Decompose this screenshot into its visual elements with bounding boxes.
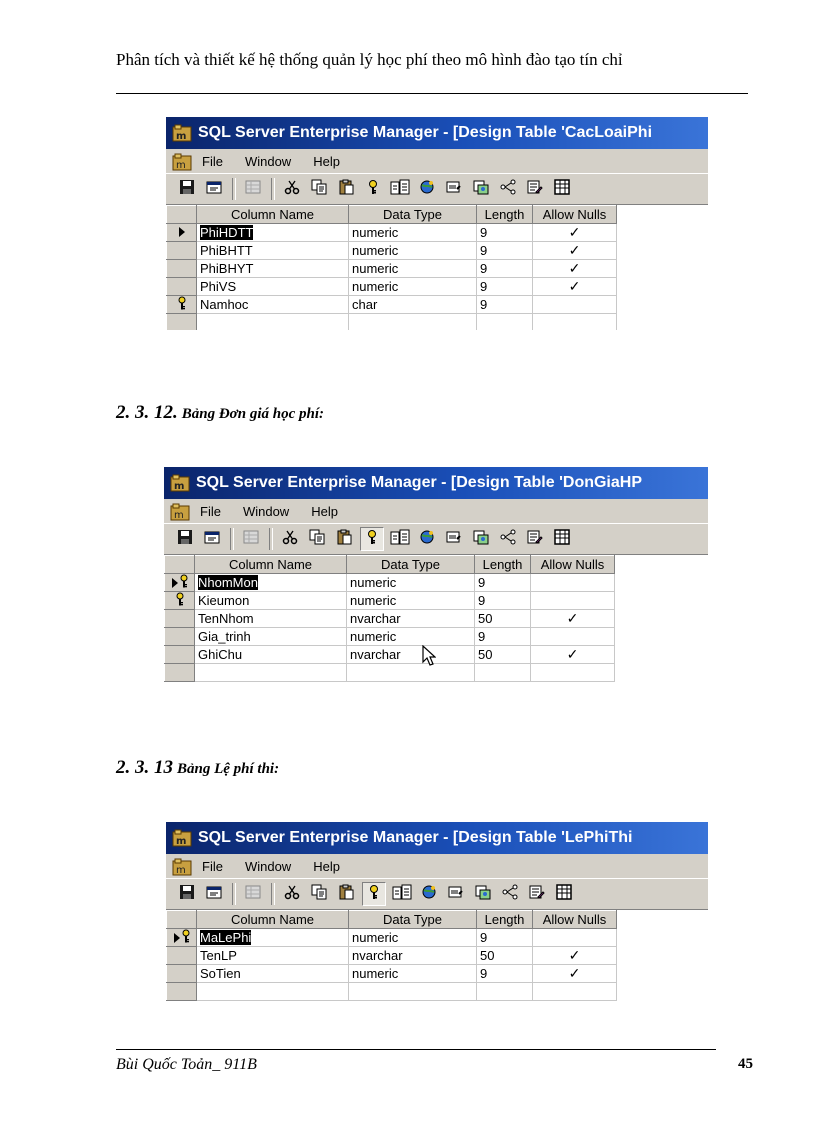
window-title: SQL Server Enterprise Manager - [Design Table 'CacLoaiPhi — [198, 124, 653, 141]
data-type-cell[interactable]: numeric — [349, 260, 477, 278]
window-title: SQL Server Enterprise Manager - [Design Table 'LePhiThi — [198, 829, 633, 846]
column-name-cell[interactable]: PhiBHTT — [197, 242, 349, 260]
grid-view-icon — [556, 884, 572, 905]
data-type-cell[interactable]: numeric — [347, 592, 475, 610]
table-row[interactable] — [165, 592, 615, 610]
row-pointer-icon — [171, 576, 179, 591]
paste-icon — [336, 529, 352, 550]
column-name-cell[interactable]: GhiChu — [195, 646, 347, 664]
key-icon — [177, 298, 187, 313]
table-row[interactable] — [167, 224, 617, 242]
mdi-app-icon[interactable] — [170, 502, 188, 520]
properties-icon — [206, 179, 222, 200]
row-selector-header — [167, 911, 197, 929]
dependencies-button[interactable] — [499, 883, 521, 905]
data-type-cell[interactable]: numeric — [349, 278, 477, 296]
row-selector[interactable] — [167, 296, 197, 314]
relationships-icon — [419, 529, 435, 550]
manage-triggers-icon — [473, 529, 489, 550]
paste-button[interactable] — [333, 528, 355, 550]
check-icon: ✓ — [568, 242, 581, 258]
cut-icon — [282, 529, 298, 550]
manage-indexes-icon — [390, 179, 410, 200]
page-header-title: Phân tích và thiết kế hệ thống quản lý học phí theo mô hình đào tạo tín chỉ — [116, 50, 623, 69]
enterprise-manager-window-3 — [166, 822, 708, 1019]
row-selector[interactable] — [167, 983, 197, 1001]
toolbar-separator — [271, 178, 275, 200]
copy-icon — [311, 884, 327, 905]
page-number: 45 — [738, 1056, 753, 1072]
data-type-cell[interactable]: nvarchar — [349, 947, 477, 965]
table-row[interactable] — [167, 242, 617, 260]
check-constraints-button[interactable] — [443, 528, 465, 550]
column-name-cell[interactable]: Kieumon — [195, 592, 347, 610]
generate-script-icon — [529, 884, 545, 905]
length-cell[interactable]: 9 — [477, 965, 533, 983]
row-selector[interactable] — [167, 260, 197, 278]
empty-row[interactable] — [167, 983, 617, 1001]
row-selector[interactable] — [167, 947, 197, 965]
allow-nulls-cell[interactable] — [531, 610, 615, 628]
primary-key-icon — [364, 529, 380, 550]
data-type-cell[interactable]: nvarchar — [347, 646, 475, 664]
generate-script-button[interactable] — [524, 528, 546, 550]
menu-bar — [166, 854, 708, 879]
row-selector[interactable] — [165, 592, 195, 610]
row-selector[interactable] — [165, 610, 195, 628]
dependencies-icon — [500, 529, 516, 550]
check-icon: ✓ — [568, 947, 581, 963]
column-header[interactable]: Length — [477, 206, 533, 224]
svg-text:m: m — [176, 836, 187, 847]
allow-nulls-cell[interactable] — [531, 628, 615, 646]
length-cell[interactable]: 50 — [475, 610, 531, 628]
column-name-cell[interactable]: NhomMon — [195, 574, 347, 592]
primary-key-button[interactable] — [362, 178, 384, 200]
properties-button[interactable] — [203, 178, 225, 200]
length-cell[interactable]: 9 — [475, 592, 531, 610]
empty-row[interactable] — [167, 314, 617, 331]
grid-header-row — [167, 911, 617, 929]
menu-window[interactable]: Window — [242, 503, 290, 519]
save-icon — [179, 884, 195, 905]
enterprise-manager-window-1 — [166, 117, 708, 330]
app-icon — [170, 473, 190, 493]
length-cell[interactable]: 50 — [477, 947, 533, 965]
footer-author: Bùi Quốc Toản_ 911B — [116, 1056, 257, 1073]
insert-column-icon — [243, 529, 259, 550]
table-row[interactable] — [167, 278, 617, 296]
length-cell[interactable]: 50 — [475, 646, 531, 664]
cut-button[interactable] — [279, 528, 301, 550]
section-heading-2-3-13: 2. 3. 13 Bảng Lệ phí thi: — [116, 757, 280, 778]
key-icon — [181, 931, 191, 946]
allow-nulls-cell[interactable] — [531, 646, 615, 664]
toolbar-separator — [271, 883, 275, 905]
allow-nulls-cell[interactable] — [533, 947, 617, 965]
manage-indexes-icon — [390, 529, 410, 550]
cut-button[interactable] — [281, 178, 303, 200]
table-row[interactable] — [167, 947, 617, 965]
row-selector[interactable] — [167, 242, 197, 260]
toolbar — [166, 174, 708, 205]
insert-column-button[interactable] — [240, 528, 262, 550]
empty-row[interactable] — [165, 664, 615, 682]
paste-icon — [338, 179, 354, 200]
data-type-cell[interactable]: char — [349, 296, 477, 314]
row-selector[interactable] — [165, 646, 195, 664]
table-row[interactable] — [165, 628, 615, 646]
menu-file[interactable]: File — [200, 503, 221, 519]
copy-button[interactable] — [308, 883, 330, 905]
length-cell[interactable]: 9 — [477, 242, 533, 260]
svg-text:m: m — [176, 131, 187, 142]
svg-text:m: m — [174, 510, 184, 521]
design-grid-area — [166, 205, 708, 330]
allow-nulls-cell[interactable] — [533, 260, 617, 278]
column-name-cell[interactable]: MaLePhi — [197, 929, 349, 947]
table-row[interactable] — [167, 296, 617, 314]
check-constraints-button[interactable] — [443, 178, 465, 200]
enterprise-manager-window-2 — [164, 467, 708, 684]
column-name-cell[interactable]: PhiHDTT — [197, 224, 349, 242]
save-button[interactable] — [174, 528, 196, 550]
column-header[interactable]: Column Name — [197, 206, 349, 224]
manage-triggers-button[interactable] — [472, 883, 494, 905]
data-type-cell[interactable]: numeric — [349, 965, 477, 983]
row-pointer-icon — [173, 931, 181, 946]
menu-help[interactable]: Help — [313, 858, 340, 874]
copy-icon — [311, 179, 327, 200]
relationships-button[interactable] — [418, 883, 440, 905]
menu-help[interactable]: Help — [311, 503, 338, 519]
grid-view-icon — [554, 529, 570, 550]
allow-nulls-cell[interactable] — [533, 965, 617, 983]
row-selector[interactable] — [167, 314, 197, 331]
primary-key-button[interactable] — [362, 882, 386, 906]
svg-text:m: m — [176, 160, 186, 171]
manage-triggers-button[interactable] — [470, 528, 492, 550]
design-grid-area — [166, 910, 708, 1019]
length-cell[interactable]: 9 — [477, 296, 533, 314]
grid-header-row — [165, 556, 615, 574]
table-row[interactable] — [165, 574, 615, 592]
menu-help[interactable]: Help — [313, 153, 340, 169]
cut-icon — [284, 179, 300, 200]
design-grid-area — [164, 555, 708, 684]
save-button[interactable] — [176, 178, 198, 200]
mdi-app-icon[interactable] — [172, 152, 190, 170]
table-row[interactable] — [165, 646, 615, 664]
column-name-cell[interactable]: PhiBHYT — [197, 260, 349, 278]
app-icon — [172, 828, 192, 848]
column-design-grid — [164, 555, 615, 682]
row-selector[interactable] — [165, 628, 195, 646]
app-icon — [172, 123, 192, 143]
data-type-cell[interactable]: numeric — [349, 242, 477, 260]
row-selector[interactable] — [165, 664, 195, 682]
table-row[interactable] — [165, 610, 615, 628]
manage-indexes-button[interactable] — [389, 528, 411, 550]
properties-icon — [204, 529, 220, 550]
data-type-cell[interactable]: numeric — [349, 929, 477, 947]
relationships-button[interactable] — [416, 178, 438, 200]
toolbar-separator — [232, 883, 236, 905]
allow-nulls-cell[interactable] — [533, 296, 617, 314]
row-selector[interactable] — [167, 224, 197, 242]
length-cell[interactable]: 9 — [475, 628, 531, 646]
check-icon: ✓ — [568, 224, 581, 240]
generate-script-button[interactable] — [526, 883, 548, 905]
column-header[interactable]: Column Name — [197, 911, 349, 929]
grid-view-button[interactable] — [551, 528, 573, 550]
dependencies-icon — [502, 884, 518, 905]
toolbar-separator — [269, 528, 273, 550]
row-selector[interactable] — [167, 929, 197, 947]
window-title-bar[interactable] — [166, 822, 708, 854]
manage-triggers-button[interactable] — [470, 178, 492, 200]
manage-indexes-button[interactable] — [391, 883, 413, 905]
table-row[interactable] — [167, 929, 617, 947]
length-cell[interactable]: 9 — [477, 260, 533, 278]
menu-bar — [166, 149, 708, 174]
generate-script-icon — [527, 529, 543, 550]
properties-button[interactable] — [203, 883, 225, 905]
section-number: 2. 3. 13 — [116, 757, 173, 778]
grid-view-icon — [554, 179, 570, 200]
toolbar-separator — [232, 178, 236, 200]
column-design-grid — [166, 910, 617, 1001]
row-selector-header — [165, 556, 195, 574]
row-selector-header — [167, 206, 197, 224]
check-constraints-icon — [446, 179, 462, 200]
section-title: Bảng Lệ phí thi — [177, 761, 275, 777]
dependencies-button[interactable] — [497, 178, 519, 200]
length-cell[interactable]: 9 — [477, 224, 533, 242]
cut-button[interactable] — [281, 883, 303, 905]
allow-nulls-cell[interactable] — [533, 929, 617, 947]
section-heading-2-3-12: 2. 3. 12. Bảng Đơn giá học phí: — [116, 402, 324, 423]
column-header[interactable]: Length — [475, 556, 531, 574]
row-selector[interactable] — [167, 965, 197, 983]
save-button[interactable] — [176, 883, 198, 905]
allow-nulls-cell[interactable] — [533, 224, 617, 242]
column-name-cell[interactable]: TenNhom — [195, 610, 347, 628]
check-icon: ✓ — [568, 260, 581, 276]
check-icon: ✓ — [566, 646, 579, 662]
length-cell[interactable]: 9 — [477, 278, 533, 296]
length-cell[interactable]: 9 — [475, 574, 531, 592]
window-title-bar[interactable] — [164, 467, 708, 499]
column-name-cell[interactable]: PhiVS — [197, 278, 349, 296]
key-icon — [175, 594, 185, 609]
toolbar-separator — [230, 528, 234, 550]
insert-column-button[interactable] — [242, 883, 264, 905]
column-name-cell[interactable]: Namhoc — [197, 296, 349, 314]
toolbar — [164, 524, 708, 555]
check-icon: ✓ — [568, 965, 581, 981]
section-number: 2. 3. 12. — [116, 402, 178, 423]
row-selector[interactable] — [165, 574, 195, 592]
table-row[interactable] — [167, 965, 617, 983]
copy-button[interactable] — [306, 528, 328, 550]
allow-nulls-cell[interactable] — [533, 242, 617, 260]
menu-file[interactable]: File — [202, 153, 223, 169]
copy-button[interactable] — [308, 178, 330, 200]
menu-window[interactable]: Window — [244, 153, 292, 169]
check-icon: ✓ — [566, 610, 579, 626]
svg-text:m: m — [174, 481, 185, 492]
insert-column-button[interactable] — [242, 178, 264, 200]
column-header[interactable]: Allow Nulls — [531, 556, 615, 574]
insert-column-icon — [245, 179, 261, 200]
manage-indexes-icon — [392, 884, 412, 905]
data-type-cell[interactable]: numeric — [347, 628, 475, 646]
header-rule — [116, 93, 748, 94]
save-icon — [177, 529, 193, 550]
column-header[interactable]: Data Type — [349, 206, 477, 224]
dependencies-button[interactable] — [497, 528, 519, 550]
menu-bar — [164, 499, 708, 524]
window-title-bar[interactable] — [166, 117, 708, 149]
save-icon — [179, 179, 195, 200]
column-name-cell[interactable]: Gia_trinh — [195, 628, 347, 646]
paste-icon — [338, 884, 354, 905]
generate-script-icon — [527, 179, 543, 200]
data-type-cell[interactable]: numeric — [347, 574, 475, 592]
toolbar — [166, 879, 708, 910]
relationships-button[interactable] — [416, 528, 438, 550]
column-header[interactable]: Column Name — [195, 556, 347, 574]
insert-column-icon — [245, 884, 261, 905]
data-type-cell[interactable]: numeric — [349, 224, 477, 242]
column-header[interactable]: Data Type — [349, 911, 477, 929]
paste-button[interactable] — [335, 883, 357, 905]
key-icon — [179, 576, 189, 591]
data-type-cell[interactable]: nvarchar — [347, 610, 475, 628]
generate-script-button[interactable] — [524, 178, 546, 200]
menu-file[interactable]: File — [202, 858, 223, 874]
row-selector[interactable] — [167, 278, 197, 296]
check-constraints-icon — [448, 884, 464, 905]
footer-rule — [116, 1049, 716, 1050]
primary-key-icon — [365, 179, 381, 200]
manage-triggers-icon — [473, 179, 489, 200]
column-name-cell[interactable]: TenLP — [197, 947, 349, 965]
manage-triggers-icon — [475, 884, 491, 905]
column-header[interactable]: Data Type — [347, 556, 475, 574]
svg-text:m: m — [176, 865, 186, 876]
window-title: SQL Server Enterprise Manager - [Design Table 'DonGiaHP — [196, 474, 642, 491]
check-constraints-icon — [446, 529, 462, 550]
grid-view-button[interactable] — [553, 883, 575, 905]
grid-view-button[interactable] — [551, 178, 573, 200]
table-row[interactable] — [167, 260, 617, 278]
column-header[interactable]: Length — [477, 911, 533, 929]
relationships-icon — [421, 884, 437, 905]
properties-icon — [206, 884, 222, 905]
mouse-cursor-icon — [422, 645, 436, 672]
check-icon: ✓ — [568, 278, 581, 294]
allow-nulls-cell[interactable] — [533, 278, 617, 296]
paste-button[interactable] — [335, 178, 357, 200]
column-header[interactable]: Allow Nulls — [533, 206, 617, 224]
mdi-app-icon[interactable] — [172, 857, 190, 875]
column-name-cell[interactable]: SoTien — [197, 965, 349, 983]
length-cell[interactable]: 9 — [477, 929, 533, 947]
check-constraints-button[interactable] — [445, 883, 467, 905]
column-header[interactable]: Allow Nulls — [533, 911, 617, 929]
properties-button[interactable] — [201, 528, 223, 550]
allow-nulls-cell[interactable] — [531, 574, 615, 592]
primary-key-icon — [366, 884, 382, 905]
grid-header-row — [167, 206, 617, 224]
menu-window[interactable]: Window — [244, 858, 292, 874]
column-design-grid — [166, 205, 617, 330]
manage-indexes-button[interactable] — [389, 178, 411, 200]
dependencies-icon — [500, 179, 516, 200]
row-pointer-icon — [178, 225, 186, 240]
section-title: Bảng Đơn giá học phí — [181, 406, 319, 422]
copy-icon — [309, 529, 325, 550]
cut-icon — [284, 884, 300, 905]
allow-nulls-cell[interactable] — [531, 592, 615, 610]
relationships-icon — [419, 179, 435, 200]
primary-key-button[interactable] — [360, 527, 384, 551]
